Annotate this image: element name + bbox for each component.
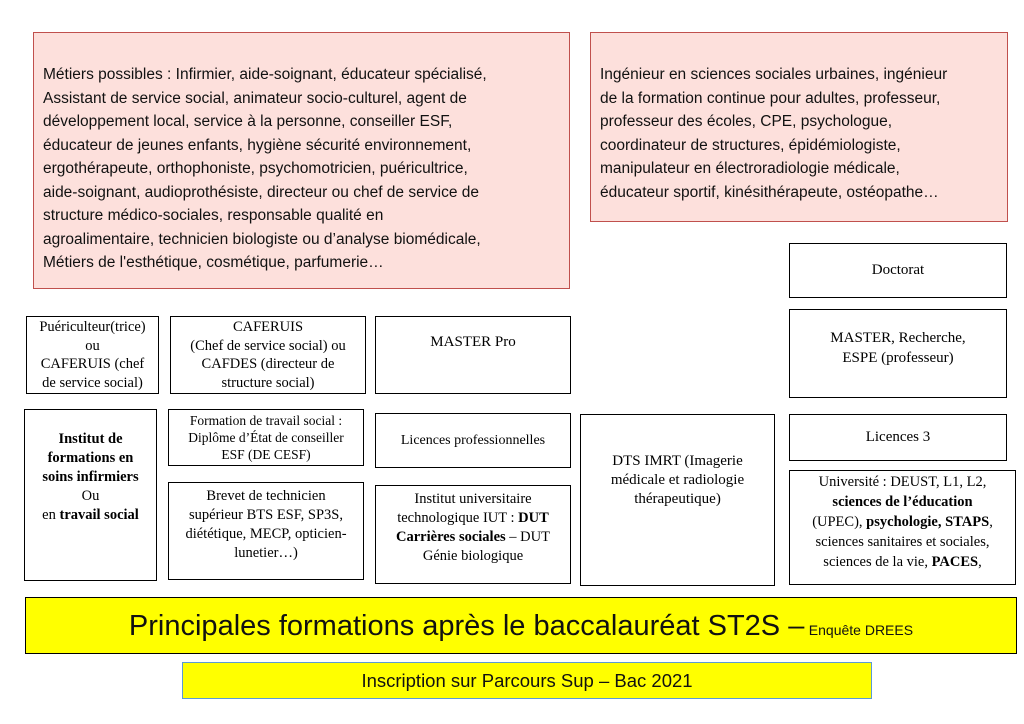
caferuis-line: (Chef de service social) ou bbox=[190, 337, 346, 354]
universite-line: sciences de la vie, bbox=[823, 554, 928, 570]
iut-line: Génie biologique bbox=[422, 548, 524, 564]
doctorat-box bbox=[789, 243, 1007, 298]
title-banner bbox=[25, 597, 1017, 654]
metiers-line: professeur des écoles, CPE, psychologue, bbox=[600, 113, 893, 130]
metiers-line: de la formation continue pour adultes, professeur, bbox=[600, 89, 941, 107]
metiers-line: coordinateur de structures, épidémiologiste, bbox=[600, 136, 901, 154]
doctorat-label: Doctorat bbox=[871, 262, 925, 278]
universite-line: , bbox=[989, 514, 993, 530]
bts-line: lunetier…) bbox=[234, 545, 298, 561]
iut-line: – DUT bbox=[505, 529, 550, 545]
licences-pro-box bbox=[375, 413, 571, 468]
licences3-label: Licences 3 bbox=[865, 429, 931, 445]
iut-box bbox=[375, 485, 571, 584]
iut-line: Carrières sociales bbox=[396, 529, 506, 545]
banner-source: Enquête DREES bbox=[808, 622, 914, 638]
master-pro-box bbox=[375, 316, 571, 394]
institut-line: soins infirmiers bbox=[42, 469, 139, 485]
puericulteur-line: ou bbox=[85, 337, 100, 354]
metiers-line: agroalimentaire, technicien biologiste ou d’analyse biomédicale, bbox=[43, 230, 481, 248]
metiers-line: aide-soignant, audioprothésiste, directeur ou chef de service de bbox=[43, 183, 479, 201]
metiers-line: manipulateur en électroradiologie médicale, bbox=[600, 160, 900, 177]
universite-line: Université : DEUST, L1, L2, bbox=[818, 474, 987, 490]
universite-line: PACES bbox=[931, 554, 979, 570]
bts-line: Brevet de technicien bbox=[206, 488, 326, 504]
caferuis-box bbox=[170, 316, 366, 394]
metiers-line: ergothérapeute, orthophoniste, psychomotricien, puéricultrice, bbox=[43, 160, 468, 177]
iut-line: DUT bbox=[518, 510, 549, 526]
puericulteur-line: Puériculteur(trice) bbox=[39, 319, 146, 335]
metiers-superieurs-box bbox=[590, 32, 1008, 222]
metiers-possibles-box bbox=[33, 32, 570, 289]
metiers-line: Métiers de l'esthétique, cosmétique, parfumerie… bbox=[43, 254, 384, 271]
licences-pro-label: Licences professionnelles bbox=[400, 432, 546, 448]
institut-line: Ou bbox=[81, 488, 100, 504]
dts-line: médicale et radiologie bbox=[610, 472, 745, 488]
institut-line: en bbox=[42, 507, 56, 523]
puericulteur-line: de service social) bbox=[42, 374, 143, 391]
metiers-line: éducateur de jeunes enfants, hygiène sécurité environnement, bbox=[43, 136, 472, 154]
banner-title: Principales formations après le baccalauréat ST2S – bbox=[128, 610, 805, 642]
universite-box bbox=[789, 470, 1016, 585]
universite-line: psychologie, STAPS bbox=[866, 514, 990, 530]
metiers-line: développement local, service à la personne, conseiller ESF, bbox=[43, 113, 453, 130]
caferuis-line: CAFERUIS bbox=[232, 319, 304, 335]
caferuis-line: CAFDES (directeur de bbox=[201, 356, 335, 372]
institut-line: travail social bbox=[59, 507, 139, 523]
master-recherche-line: MASTER, Recherche, bbox=[830, 330, 966, 346]
metiers-line: éducateur sportif, kinésithérapeute, ostéopathe… bbox=[600, 183, 939, 201]
formation-ts-line: Diplôme d’État de conseiller bbox=[188, 430, 344, 445]
formation-ts-line: ESF (DE CESF) bbox=[221, 447, 311, 462]
institut-line: formations en bbox=[47, 450, 134, 466]
universite-line: (UPEC), bbox=[812, 514, 863, 530]
bts-line: diététique, MECP, opticien- bbox=[185, 526, 347, 542]
formation-travail-social-box bbox=[168, 409, 364, 466]
universite-line: sciences sanitaires et sociales, bbox=[815, 534, 990, 550]
inscription-banner bbox=[182, 662, 872, 699]
bts-box bbox=[168, 482, 364, 580]
iut-line: Institut universitaire bbox=[414, 491, 532, 507]
iut-line: technologique IUT : bbox=[397, 510, 515, 526]
licences3-box bbox=[789, 414, 1007, 461]
caferuis-line: structure social) bbox=[221, 374, 315, 391]
institut-box bbox=[24, 409, 157, 581]
dts-line: thérapeutique) bbox=[634, 491, 721, 507]
master-recherche-line: ESPE (professeur) bbox=[842, 350, 954, 366]
metiers-line: Ingénieur en sciences sociales urbaines, ingénieur bbox=[600, 66, 948, 83]
inscription-label: Inscription sur Parcours Sup – Bac 2021 bbox=[361, 669, 693, 691]
universite-line: sciences de l’éducation bbox=[832, 494, 973, 510]
formation-ts-line: Formation de travail social : bbox=[189, 413, 343, 428]
metiers-line: Assistant de service social, animateur socio-culturel, agent de bbox=[43, 89, 467, 107]
metiers-line: Métiers possibles : Infirmier, aide-soignant, éducateur spécialisé, bbox=[43, 66, 487, 83]
dts-line: DTS IMRT (Imagerie bbox=[612, 453, 743, 469]
master-recherche-box bbox=[789, 309, 1007, 398]
puericulteur-line: CAFERUIS (chef bbox=[40, 356, 145, 372]
bts-line: supérieur BTS ESF, SP3S, bbox=[189, 507, 343, 523]
universite-line: , bbox=[978, 554, 982, 570]
dts-imrt-box bbox=[580, 414, 775, 586]
master-pro-label: MASTER Pro bbox=[430, 334, 516, 350]
puericulteur-box bbox=[26, 316, 159, 394]
institut-line: Institut de bbox=[58, 431, 123, 447]
metiers-line: structure médico-sociales, responsable qualité en bbox=[43, 207, 384, 224]
